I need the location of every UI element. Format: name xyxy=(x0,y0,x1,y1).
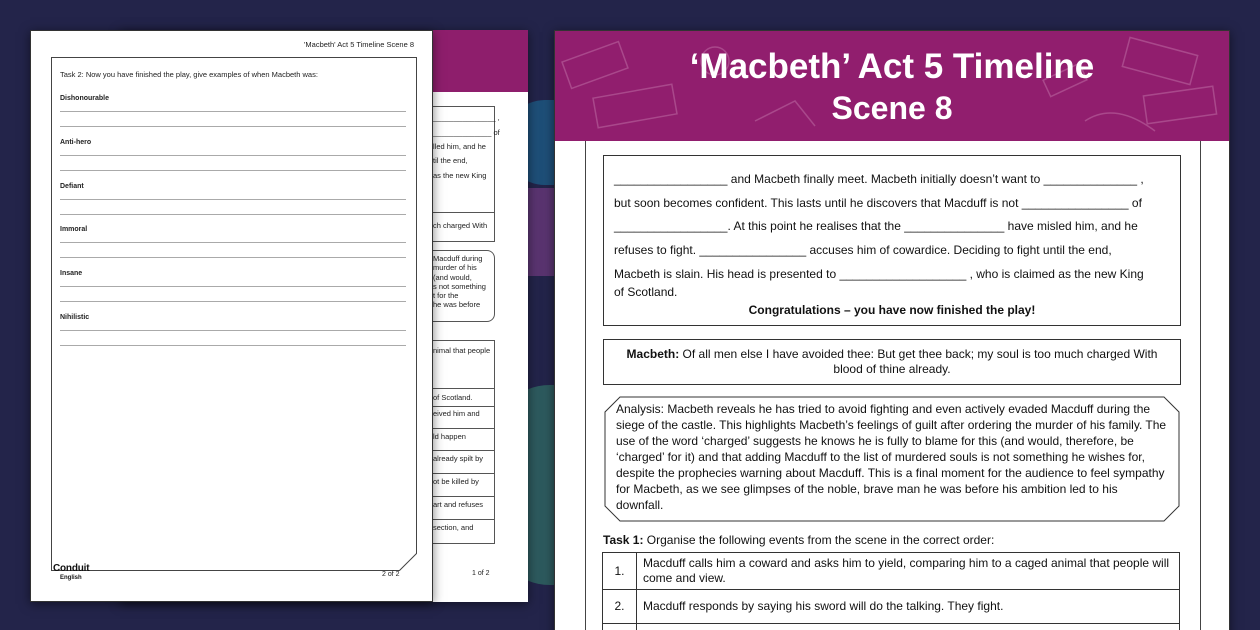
summary-line: _________________ and Macbeth finally meet. Macbeth initially doesn’t want to ______________ , xyxy=(614,172,1144,186)
back-fragment: ld happen xyxy=(433,432,466,441)
task2-item-label: Anti-hero xyxy=(60,139,92,146)
back-fragment: of Scotland. xyxy=(433,393,473,402)
task1-table xyxy=(602,552,1180,630)
event-cell: Macduff calls him a coward and asks him to yield, comparing him to a caged animal that people will come and view. xyxy=(637,553,1180,590)
table-row xyxy=(603,553,1180,590)
back-fragment: _______________ , xyxy=(433,113,500,122)
summary-line: but soon becomes confident. This lasts until he discovers that Macduff is not ________________ of xyxy=(614,196,1142,210)
corner-cut xyxy=(399,553,417,571)
summary-cloze-box xyxy=(603,155,1181,326)
quote-speaker: Macbeth: xyxy=(626,347,680,361)
back-row-divider xyxy=(430,406,495,407)
task2-item-label: Nihilistic xyxy=(60,314,90,321)
task1-title xyxy=(603,533,994,547)
summary-line: refuses to fight. ________________ accuses him of cowardice. Deciding to fight until the end, xyxy=(614,243,1112,257)
back-task-table xyxy=(430,340,495,544)
task1-label: Task 1: xyxy=(603,533,644,547)
summary-line: _________________. At this point he realises that the _______________ have misled him, and he xyxy=(614,219,1138,233)
conduit-logo: Conduit xyxy=(53,563,90,574)
back-row-divider xyxy=(430,388,495,389)
task2-item xyxy=(60,183,406,215)
back-page-number: 1 of 2 xyxy=(472,570,490,577)
answer-line[interactable] xyxy=(60,286,406,287)
task2-title: Task 2: Now you have finished the play, give examples of when Macbeth was: xyxy=(60,70,318,79)
back-row-divider xyxy=(430,473,495,474)
answer-line[interactable] xyxy=(60,330,406,331)
back-fragment: art and refuses xyxy=(433,500,484,509)
back-fragment: t for the xyxy=(433,291,459,300)
task2-item xyxy=(60,270,406,302)
congratulations-text: Congratulations – you have now finished the play! xyxy=(748,303,1036,317)
summary-line: Macbeth is slain. His head is presented to ___________________ , who is claimed as the new King xyxy=(614,267,1144,281)
back-row-divider xyxy=(430,496,495,497)
summary-line: of Scotland. xyxy=(614,285,678,299)
back-fragment: ot be killed by xyxy=(433,477,479,486)
back-fragment: ch charged With xyxy=(433,221,488,230)
back-row-divider xyxy=(430,428,495,429)
task2-item-label: Dishonourable xyxy=(60,95,110,102)
row-number: 1. xyxy=(603,553,637,590)
back-fragment: (and would, xyxy=(433,273,472,282)
answer-line[interactable] xyxy=(60,126,406,127)
back-fragment: as the new King xyxy=(433,171,487,180)
title-banner xyxy=(555,31,1229,141)
page-subtitle: Scene 8 xyxy=(831,90,953,126)
task2-item xyxy=(60,226,406,258)
task1-instruction: Organise the following events from the scene in the correct order: xyxy=(643,533,995,547)
row-number: 2. xyxy=(603,590,637,624)
back-fragment: murder of his xyxy=(433,263,477,272)
answer-line[interactable] xyxy=(60,199,406,200)
answer-line[interactable] xyxy=(60,301,406,302)
answer-line[interactable] xyxy=(60,170,406,171)
analysis-text: Analysis: Macbeth reveals he has tried to avoid fighting and even actively evaded Macduff during the siege of the castle. This highlights Macbeth’s feelings of guilt after ordering the murder of his family. The use of the word ‘charged’ suggests he knows he is fully to blame for this (and would, therefore, be ‘charged’ for it) and that adding Macduff to the list of murdered souls is not something he wishes for, despite the prophecies warning about Macduff. This is a final moment for the audience to feel sympathy for Macbeth, as we see glimpses of the noble, brave man he was before his ambition led to his downfall. xyxy=(616,402,1167,512)
event-cell xyxy=(637,624,1180,630)
task2-box xyxy=(51,57,417,571)
back-fragment: Macduff during xyxy=(433,254,483,263)
back-fragment: lled him, and he xyxy=(433,142,486,151)
task2-page xyxy=(30,30,433,602)
back-fragment: eived him and xyxy=(433,409,480,418)
task2-page-number: 2 of 2 xyxy=(382,571,400,578)
answer-line[interactable] xyxy=(60,345,406,346)
task2-header: 'Macbeth' Act 5 Timeline Scene 8 xyxy=(303,40,414,49)
back-fragment: til the end, xyxy=(433,156,468,165)
task2-item xyxy=(60,139,406,171)
answer-line[interactable] xyxy=(60,242,406,243)
table-row xyxy=(603,590,1180,624)
back-fragment: ______________ of xyxy=(433,128,500,137)
analysis-box xyxy=(604,396,1180,520)
answer-line[interactable] xyxy=(60,111,406,112)
back-fragment: he was before xyxy=(433,300,481,309)
page-title: ‘Macbeth’ Act 5 Timeline xyxy=(689,47,1095,86)
back-row-divider xyxy=(430,450,495,451)
answer-line[interactable] xyxy=(60,214,406,215)
task2-item-label: Immoral xyxy=(60,226,88,233)
task2-item xyxy=(60,95,406,127)
conduit-logo-sub: English xyxy=(60,575,82,581)
row-number xyxy=(603,624,637,630)
task2-item-label: Defiant xyxy=(60,183,84,190)
back-fragment: s not something xyxy=(433,282,486,291)
answer-line[interactable] xyxy=(60,155,406,156)
back-row-divider xyxy=(430,519,495,520)
answer-line[interactable] xyxy=(60,257,406,258)
back-fragment: nimal that people xyxy=(433,346,491,355)
event-cell: Macduff responds by saying his sword will do the talking. They fight. xyxy=(637,590,1180,624)
back-fragment: already spilt by xyxy=(433,454,484,463)
quote-text: Of all men else I have avoided thee: But get thee back; my soul is too much charged With blood of thine already. xyxy=(679,347,1158,376)
task2-item-label: Insane xyxy=(60,270,83,277)
table-row xyxy=(603,624,1180,630)
quote-box xyxy=(603,339,1181,385)
task2-item xyxy=(60,314,406,346)
back-fragment: section, and xyxy=(433,523,474,532)
